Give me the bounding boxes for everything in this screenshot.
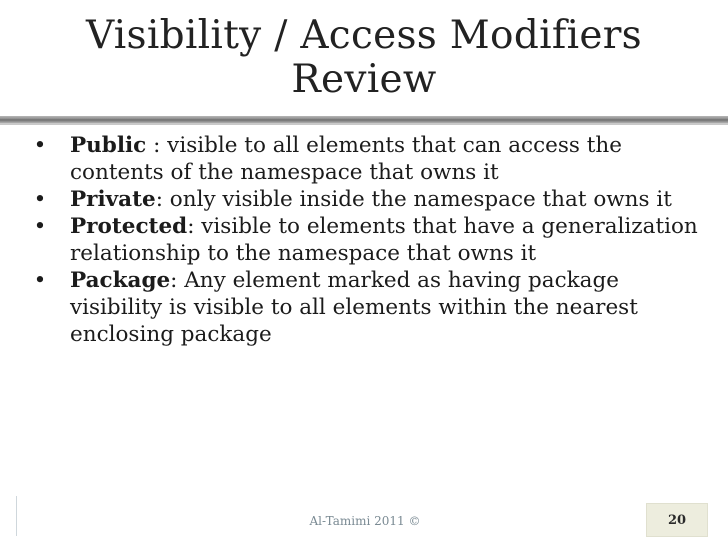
- bullet-dot: •: [33, 214, 47, 239]
- bullet-text: : visible to all elements that can access the contents of the namespace that owns it: [70, 133, 622, 185]
- bullet-item-protected: [26, 213, 706, 267]
- bullet-dot: •: [33, 268, 47, 293]
- bullet-term: Package: [70, 268, 171, 293]
- bullet-term: Private: [70, 187, 156, 212]
- page-number-box: [646, 503, 708, 537]
- bullet-text: : visible to elements that have a generalization relationship to the namespace that owns it: [70, 214, 698, 266]
- bullet-item-public: [26, 132, 706, 186]
- footer-credit: Al-Tamimi 2011 ©: [309, 514, 421, 528]
- title-divider-accent: [0, 123, 728, 125]
- bullet-term: Public: [70, 133, 147, 158]
- bullet-dot: •: [33, 187, 47, 212]
- bullet-item-private: [26, 186, 706, 213]
- bullet-text: : only visible inside the namespace that owns it: [155, 187, 672, 212]
- page-number: 20: [667, 513, 687, 528]
- bullet-dot: •: [33, 133, 47, 158]
- bullet-text: : Any element marked as having package visibility is visible to all elements within the nearest enclosing package: [70, 268, 638, 347]
- slide-title-line-2: Review: [291, 57, 437, 102]
- slide-title-line-1: Visibility / Access Modifiers: [85, 13, 642, 58]
- bullet-item-package: [26, 267, 706, 348]
- bullet-list: [26, 132, 706, 348]
- slide-title: [40, 14, 688, 102]
- bullet-term: Protected: [70, 214, 188, 239]
- title-divider: [0, 116, 728, 123]
